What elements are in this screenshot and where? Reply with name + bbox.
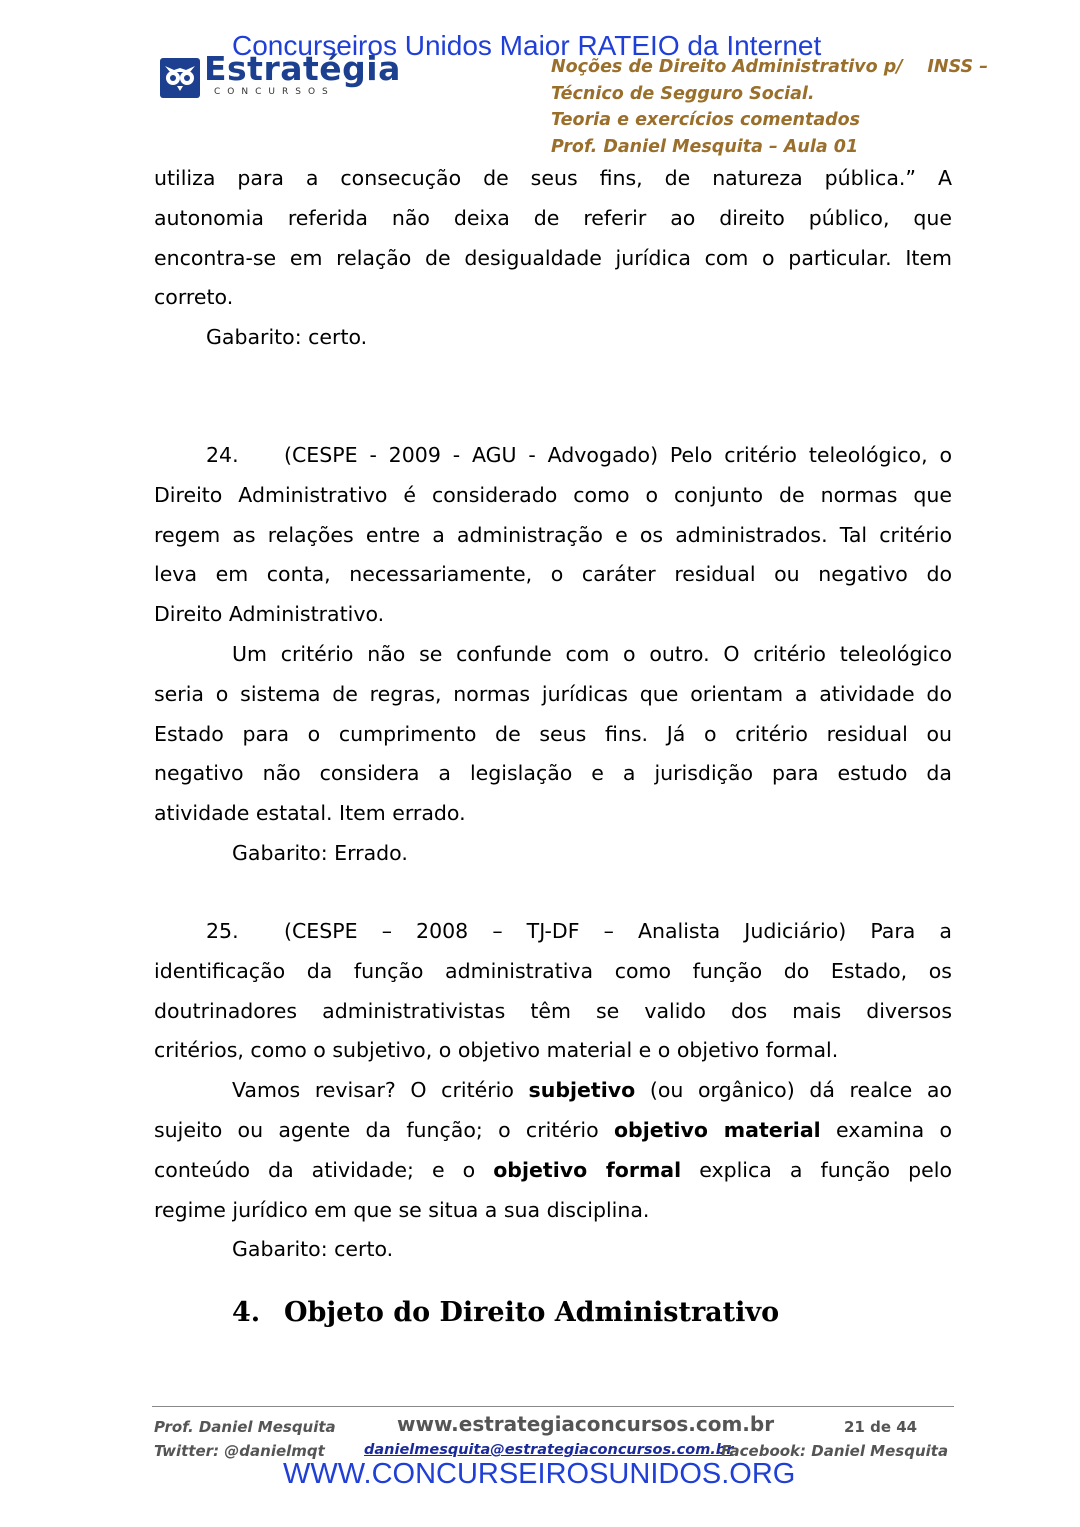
answer-text: (ou orgânico) dá realce ao	[635, 1078, 952, 1103]
question-number: 24.	[206, 443, 239, 467]
paragraph-continuation	[154, 159, 952, 358]
text-line: leva em conta, necessariamente, o caráter residual ou negativo do	[154, 562, 952, 587]
section-number: 4.	[232, 1297, 261, 1328]
answer-text: Vamos revisar? O critério	[232, 1078, 529, 1103]
section-title-text: Objeto do Direito Administrativo	[284, 1297, 780, 1328]
gabarito-line: Gabarito: certo.	[206, 325, 368, 350]
answer-line	[154, 1151, 952, 1191]
footer-site-link[interactable]: www.estrategiaconcursos.com.br	[397, 1412, 775, 1436]
logo-name: Estratégia	[204, 49, 401, 88]
answer-line	[154, 1071, 952, 1111]
answer-line	[154, 1111, 952, 1151]
footer-divider	[152, 1406, 954, 1407]
footer-author: Prof. Daniel Mesquita	[154, 1418, 336, 1436]
gabarito-line: Gabarito: Errado.	[232, 840, 408, 865]
question-first-line	[154, 912, 952, 952]
footer-row-1	[154, 1414, 954, 1440]
gabarito-line: Gabarito: certo.	[232, 1237, 394, 1262]
logo-subtitle: CONCURSOS	[214, 87, 335, 97]
text-line: utiliza para a consecução de seus fins, de natureza pública.” A	[154, 166, 952, 190]
owl-icon	[160, 58, 200, 98]
text-line: doutrinadores administrativistas têm se valido dos mais diversos	[154, 998, 952, 1023]
question-number: 25.	[206, 919, 239, 943]
watermark-bottom: WWW.CONCURSEIROSUNIDOS.ORG	[283, 1458, 796, 1490]
header-course-target: INSS –	[927, 57, 988, 77]
question-first-line	[154, 436, 952, 476]
text-line: Direito Administrativo.	[154, 602, 385, 627]
answer-line: atividade estatal. Item errado.	[154, 801, 466, 826]
bold-term: objetivo material	[613, 1117, 821, 1142]
answer-line: Um critério não se confunde com o outro. O critério teleológico	[232, 641, 952, 666]
header-course: Noções de Direito Administrativo p/	[551, 57, 903, 77]
text-line: encontra-se em relação de desigualdade jurídica com o particular. Item	[154, 245, 952, 270]
watermark-top: Concurseiros Unidos Maior RATEIO da Internet	[232, 30, 822, 61]
footer-twitter: Twitter: @danielmqt	[154, 1442, 325, 1460]
bold-term: subjetivo	[528, 1078, 636, 1103]
header-type: Teoria e exercícios comentados	[551, 110, 861, 130]
answer-line: seria o sistema de regras, normas jurídicas que orientam a atividade do	[154, 681, 952, 706]
answer-text: sujeito ou agente da função; o critério	[154, 1117, 614, 1142]
text-line: regem as relações entre a administração e os administrados. Tal critério	[154, 522, 952, 547]
question-25	[154, 912, 952, 1270]
estrategia-logo	[160, 49, 401, 102]
answer-line: negativo não considera a legislação e a jurisdição para estudo da	[154, 761, 952, 786]
answer-text: conteúdo da atividade; e o	[154, 1157, 494, 1182]
question-text: (CESPE - 2009 - AGU - Advogado) Pelo critério teleológico, o	[284, 443, 952, 467]
document-header	[551, 54, 991, 160]
text-line: identificação da função administrativa como função do Estado, os	[154, 958, 952, 983]
header-professor: Prof. Daniel Mesquita – Aula 01	[551, 136, 859, 157]
answer-line: regime jurídico em que se situa a sua disciplina.	[154, 1197, 650, 1222]
footer-page-number: 21 de 44	[844, 1418, 918, 1436]
footer-email-link[interactable]: danielmesquita@estrategiaconcursos.com.br	[364, 1442, 734, 1458]
answer-text: examina o	[820, 1117, 952, 1142]
footer-facebook: Facebook: Daniel Mesquita	[721, 1442, 949, 1460]
text-line: Direito Administrativo é considerado como o conjunto de normas que	[154, 482, 952, 507]
text-line: correto.	[154, 285, 234, 310]
bold-term: objetivo formal	[493, 1157, 682, 1182]
text-line: autonomia referida não deixa de referir ao direito público, que	[154, 205, 952, 230]
header-position: Técnico de Segguro Social.	[551, 83, 815, 104]
text-line: critérios, como o subjetivo, o objetivo material e o objetivo formal.	[154, 1038, 839, 1063]
answer-text: explica a função pelo	[681, 1157, 952, 1182]
section-heading	[232, 1297, 779, 1328]
answer-line: Estado para o cumprimento de seus fins. Já o critério residual ou	[154, 721, 952, 746]
question-text: (CESPE – 2008 – TJ-DF – Analista Judiciário) Para a	[284, 919, 952, 943]
question-24	[154, 436, 952, 874]
